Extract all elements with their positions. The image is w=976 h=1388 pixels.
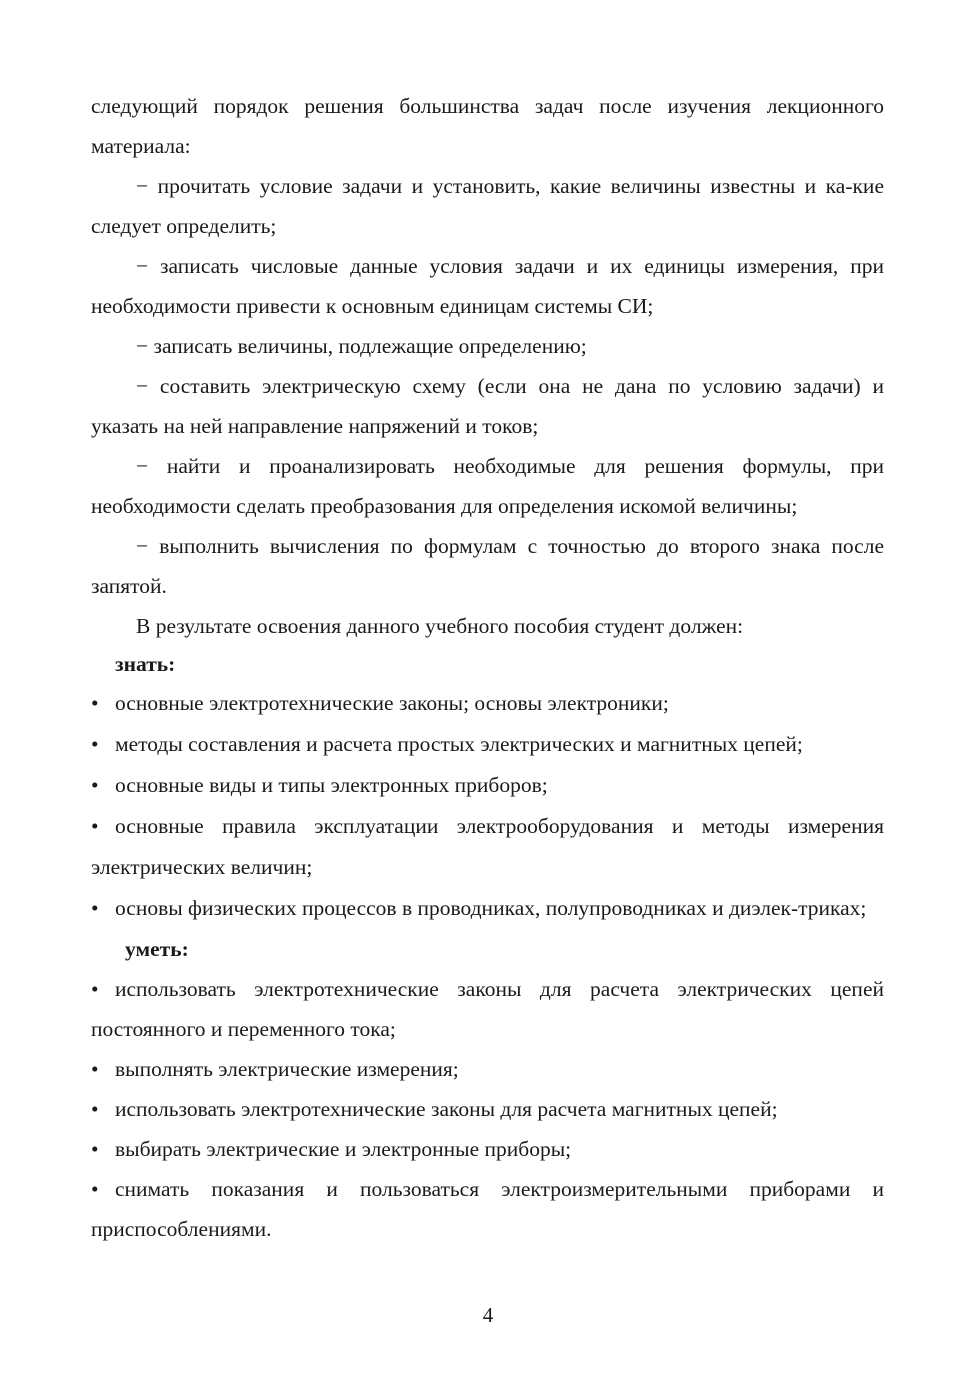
know-heading: знать:	[115, 652, 176, 676]
bullet-icon: •	[91, 814, 99, 838]
bullet-icon: •	[91, 1177, 99, 1201]
list-item: • выполнять электрические измерения;	[91, 1049, 884, 1089]
list-item: • основные правила эксплуатации электрооборудования и методы измерения электрических величин;	[91, 806, 884, 888]
list-item: • выбирать электрические и электронные приборы;	[91, 1129, 884, 1169]
list-item: • основы физических процессов в проводниках, полупроводниках и диэлек-триках;	[91, 888, 884, 929]
bullet-icon: •	[91, 896, 99, 920]
page-number: 4	[482, 1303, 494, 1327]
bullet-icon: •	[91, 1057, 99, 1081]
list-item: • основные виды и типы электронных приборов;	[91, 765, 884, 806]
step-calculate: − выполнить вычисления по формулам с точностью до второго знака после запятой.	[91, 534, 884, 598]
bullet-icon: •	[91, 691, 99, 715]
step-find-formulas: − найти и проанализировать необходимые для решения формулы, при необходимости сделать преобразования для определения искомой величины;	[91, 454, 884, 518]
skills-heading: уметь:	[125, 937, 189, 961]
know-list	[91, 683, 884, 929]
list-item: • использовать электротехнические законы для расчета магнитных цепей;	[91, 1089, 884, 1129]
list-item: • использовать электротехнические законы для расчета электрических цепей постоянного и переменного тока;	[91, 969, 884, 1049]
bullet-icon: •	[91, 977, 99, 1001]
step-draw-circuit: − составить электрическую схему (если она не дана по условию задачи) и указать на ней направление напряжений и токов;	[91, 374, 884, 438]
skills-list	[91, 969, 884, 1249]
step-write-unknowns: − записать величины, подлежащие определению;	[136, 334, 587, 358]
step-write-data: − записать числовые данные условия задачи и их единицы измерения, при необходимости привести к основным единицам системы СИ;	[91, 254, 884, 318]
step-read-condition: − прочитать условие задачи и установить, какие величины известны и ка-кие следует определить;	[91, 174, 884, 238]
result-sentence: В результате освоения данного учебного пособия студент должен:	[136, 614, 744, 638]
list-item: • основные электротехнические законы; основы электроники;	[91, 683, 884, 724]
bullet-icon: •	[91, 773, 99, 797]
list-item: • методы составления и расчета простых электрических и магнитных цепей;	[91, 724, 884, 765]
list-item: • снимать показания и пользоваться электроизмерительными приборами и приспособлениями.	[91, 1169, 884, 1249]
intro-paragraph: следующий порядок решения большинства задач после изучения лекционного материала:	[91, 94, 884, 158]
bullet-icon: •	[91, 1097, 99, 1121]
bullet-icon: •	[91, 732, 99, 756]
bullet-icon: •	[91, 1137, 99, 1161]
page-body	[91, 86, 884, 1249]
